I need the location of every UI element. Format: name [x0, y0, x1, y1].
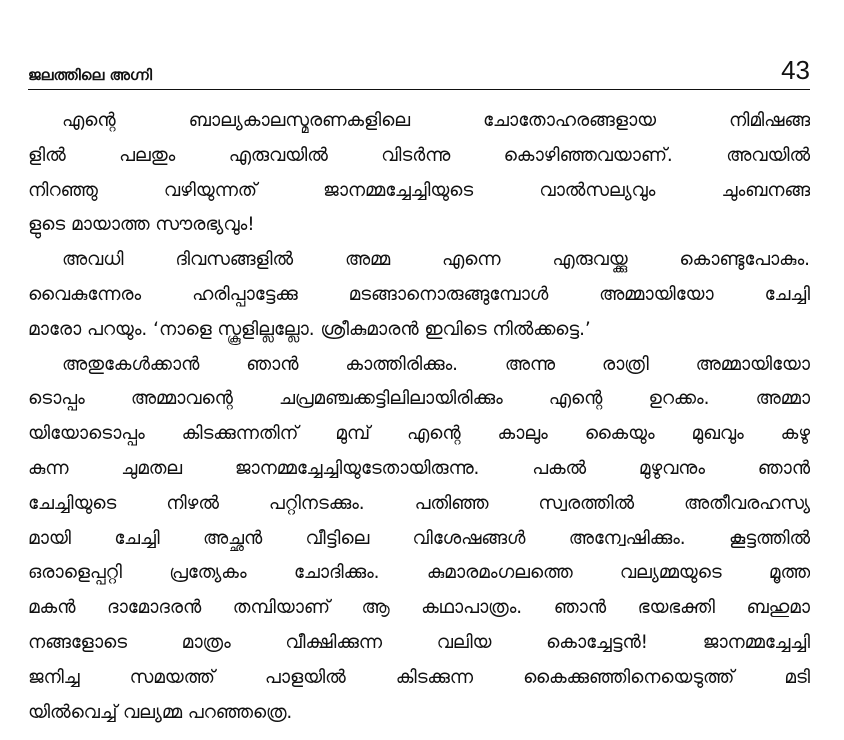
text-line: വൈകുന്നേരം ഹരിപ്പാട്ടേക്കു മടങ്ങാനൊരുങ്ങുമ്പോൾ അമ്മായിയോ ചേച്ചി: [28, 283, 810, 305]
running-header-title: ജലത്തിലെ അഗ്നി: [28, 66, 152, 84]
page-number: 43: [781, 55, 810, 85]
running-header: [28, 56, 810, 90]
text-line: ടൊപ്പം അമ്മാവന്റെ ചപ്രമഞ്ചക്കട്ടിലിലായിരിക്കും എന്റെ ഉറക്കം. അമ്മാ: [28, 388, 810, 410]
header-rule: [28, 89, 810, 90]
text-line: അതുകേൾക്കാൻ ഞാൻ കാത്തിരിക്കും. അന്നു രാത്രി അമ്മായിയോ: [62, 353, 810, 375]
text-line: അവധി ദിവസങ്ങളിൽ അമ്മ എന്നെ എരുവയ്ക്കു കൊണ്ടുപോകും.: [62, 249, 810, 271]
body-text: [28, 104, 810, 730]
text-line: കുന്ന ചുമതല ജാനമ്മച്ചേച്ചിയുടേതായിരുന്നു. പകൽ മുഴുവനും ഞാൻ: [28, 457, 810, 479]
text-line: ജനിച്ച സമയത്ത് പാളയിൽ കിടക്കുന്ന കൈക്കുഞ്ഞിനെയെടുത്ത് മടി: [28, 666, 810, 688]
text-line: ഒരാളെപ്പറ്റി പ്രത്യേകം ചോദിക്കും. കുമാരമംഗലത്തെ വല്യമ്മയുടെ മൂത്ത: [28, 562, 810, 584]
text-line: ചേച്ചിയുടെ നിഴൽ പറ്റിനടക്കും. പതിഞ്ഞ സ്വരത്തിൽ അതീവരഹസ്യ: [28, 492, 810, 514]
text-line: ളുടെ മായാത്ത സൗരഭ്യവും!: [28, 214, 255, 236]
text-line: യിയോടൊപ്പം കിടക്കുന്നതിന് മുമ്പ് എന്റെ കാലും കൈയും മുഖവും കഴു: [28, 423, 810, 445]
text-line: മായി ചേച്ചി അച്ഛൻ വീട്ടിലെ വിശേഷങ്ങൾ അന്വേഷിക്കും. കൂട്ടത്തിൽ: [28, 527, 810, 549]
text-line: മകൻ ദാമോദരൻ തമ്പിയാണ് ആ കഥാപാത്രം. ഞാൻ ഭയഭക്തി ബഹുമാ: [28, 597, 810, 619]
text-line: മാരോ പറയും. ‘നാളെ സ്കൂളില്ലല്ലോ. ശ്രീകുമാരൻ ഇവിടെ നിൽക്കട്ടെ.’: [28, 318, 591, 340]
text-line: നങ്ങളോടെ മാത്രം വീക്ഷിക്കുന്ന വലിയ കൊച്ചേട്ടൻ! ജാനമ്മച്ചേച്ചി: [28, 631, 810, 653]
text-line: നിറഞ്ഞു വഴിയുന്നത് ജാനമ്മച്ചേച്ചിയുടെ വാൽസല്യവും ചുംബനങ്ങ: [28, 179, 810, 201]
text-line: ളിൽ പലതും എരുവയിൽ വിടർന്നു കൊഴിഞ്ഞവയാണ്. അവയിൽ: [28, 144, 810, 166]
text-line: എന്റെ ബാല്യകാലസ്മരണകളിലെ ചോതോഹരങ്ങളായ നിമിഷങ്ങ: [62, 110, 810, 131]
text-line: യിൽവെച്ച് വല്യമ്മ പറഞ്ഞത്രെ.: [28, 701, 293, 723]
